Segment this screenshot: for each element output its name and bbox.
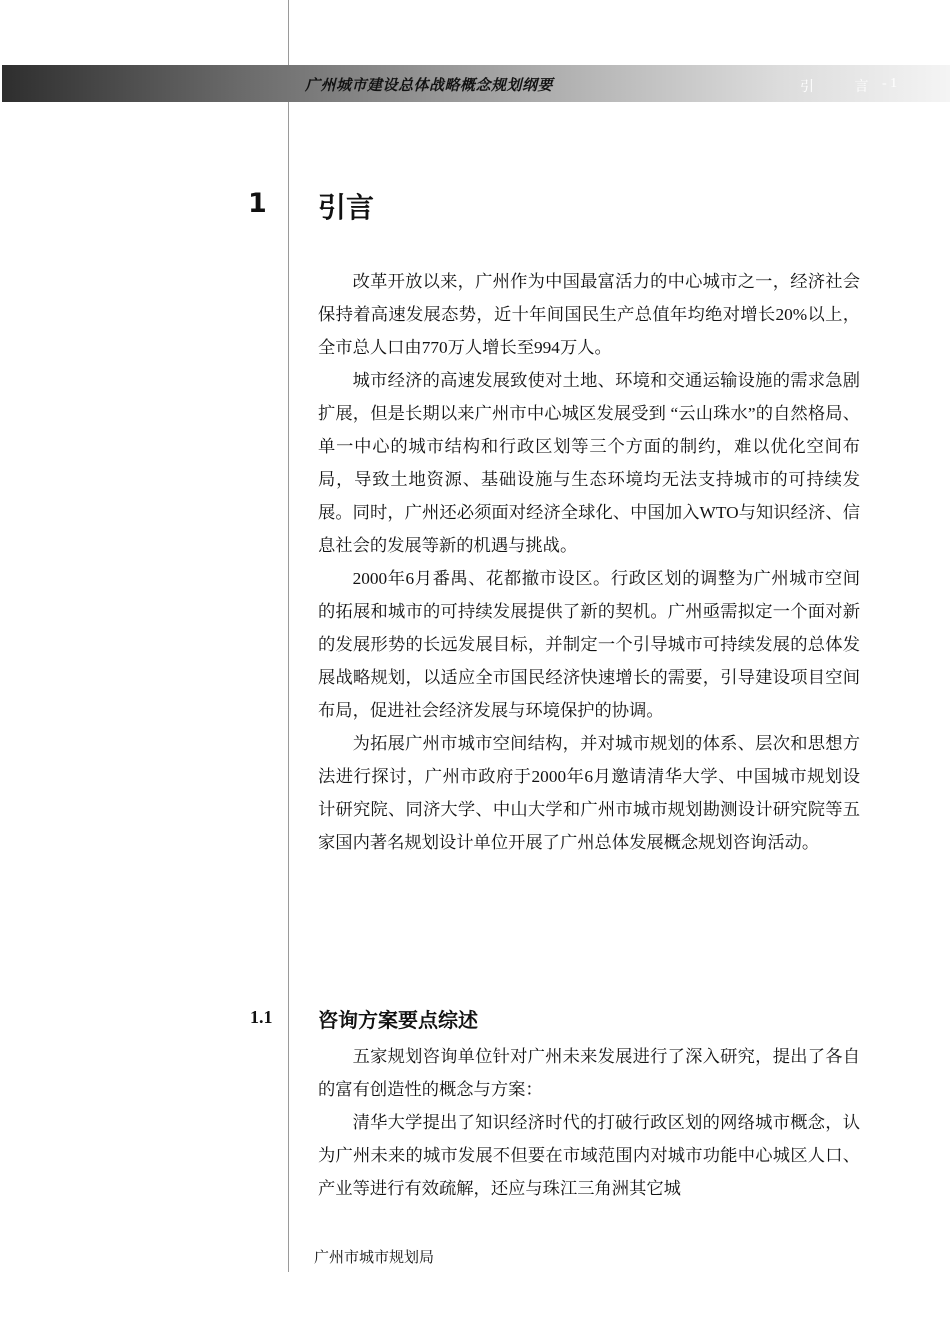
chapter-title: 引言	[318, 191, 375, 224]
section-number: 1.1	[250, 1007, 273, 1027]
paragraph: 清华大学提出了知识经济时代的打破行政区划的网络城市概念，认为广州未来的城市发展不但要在市域范围内对城市功能中心城区人口、产业等进行有效疏解，还应与珠江三角洲其它城	[318, 1113, 860, 1198]
paragraph: 为拓展广州市城市空间结构，并对城市规划的体系、层次和思想方法进行探讨，广州市政府于2000年6月邀请清华大学、中国城市规划设计研究院、同济大学、中山大学和广州市城市规划勘测设计研究院等五家国内著名规划设计单位开展了广州总体发展概念规划咨询活动。	[318, 734, 860, 852]
paragraph: 2000年6月番禺、花都撤市设区。行政区划的调整为广州城市空间的拓展和城市的可持续发展提供了新的契机。广州亟需拟定一个面对新的发展形势的长远发展目标，并制定一个引导城市可持续发展的总体发展战略规划，以适应全市国民经济快速增长的需要，引导建设项目空间布局，促进社会经济发展与环境保护的协调。	[318, 569, 860, 720]
section-title: 咨询方案要点综述	[318, 1008, 478, 1032]
margin-rule	[288, 0, 289, 1272]
section-body	[318, 1040, 860, 1205]
paragraph: 五家规划咨询单位针对广州未来发展进行了深入研究，提出了各自的富有创造性的概念与方案：	[318, 1047, 860, 1099]
chapter-body	[318, 265, 860, 859]
running-header-title: 广州城市建设总体战略概念规划纲要	[305, 76, 554, 94]
running-header-section: 引 言	[800, 79, 887, 95]
page-number: - 1	[882, 76, 898, 91]
paragraph: 城市经济的高速发展致使对土地、环境和交通运输设施的需求急剧扩展，但是长期以来广州市中心城区发展受到 “云山珠水”的自然格局、单一中心的城市结构和行政区划等三个方面的制约，难以优化空间布局，导致土地资源、基础设施与生态环境均无法支持城市的可持续发展。同时，广州还必须面对经济全球化、中国加入WTO与知识经济、信息社会的发展等新的机遇与挑战。	[318, 371, 860, 555]
paragraph: 改革开放以来，广州作为中国最富活力的中心城市之一，经济社会保持着高速发展态势，近十年间国民生产总值年均绝对增长20%以上，全市总人口由770万人增长至994万人。	[318, 272, 860, 357]
footer-publisher: 广州市城市规划局	[314, 1248, 435, 1266]
chapter-number: 1	[248, 188, 267, 219]
